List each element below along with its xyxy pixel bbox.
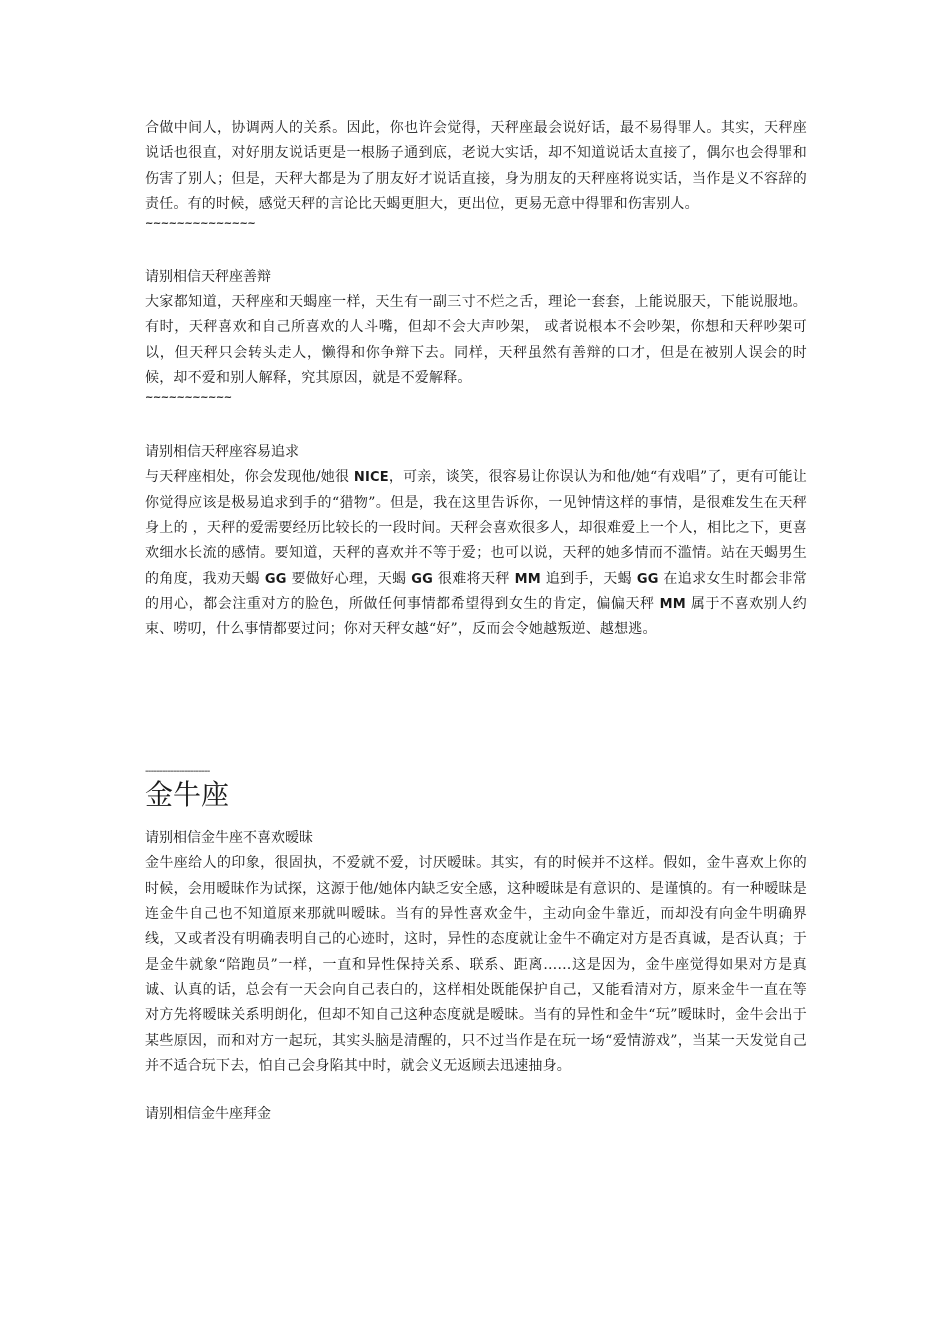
section-title-libra-debate: 请别相信天秤座善辩 xyxy=(145,269,271,286)
taurus-ambiguity-paragraph: 金牛座给人的印象，很固执，不爱就不爱，讨厌暧昧。其实，有的时候并不这样。假如，金牛喜欢上你的时候，会用暧昧作为试探，这源于他/她体内缺乏安全感，这种暧昧是有意识的、是谨慎的。有一种暧昧是连金牛自己也不知道原来那就叫暧昧。当有的异性喜欢金牛，主动向金牛靠近，而却没有向金牛明确界线，又或者没有明确表明自己的心迹时，这时，异性的态度就让金牛不确定对方是否真诚，是否认真；于是金牛就象“陪跑员”一样，一直和异性保持关系、联系、距离……这是因为，金牛座觉得如果对方是真诚、认真的话，总会有一天会向自己表白的，这样相处既能保护自己，又能看清对方，原来金牛一直在等对方先将暧昧关系明朗化，但却不知自己这种态度就是暧昧。当有的异性和金牛“玩”暧昧时，金牛会出于某些原因，而和对方一起玩，其实头脑是清醒的，只不过当作是在玩一场“爱情游戏”，当某一天发觉自己并不适合玩下去，怕自己会身陷其中时，就会义无返顾去迅速抽身。 xyxy=(145,855,807,1074)
document-page xyxy=(145,116,807,1127)
libra-pursuit-paragraph: 与天秤座相处，你会发现他/她很 NICE，可亲，谈笑，很容易让你误认为和他/她“有戏唱”了，更有可能让你觉得应该是极易追求到手的“猎物”。但是，我在这里告诉你，一见钟情这样的事情，是很难发生在天秤身上的 ，天秤的爱需要经历比较长的一段时间。天秤会喜欢很多人，却很难爱上一个人，相比之下，更喜欢细水长流的感情。要知道，天秤的喜欢并不等于爱；也可以说，天秤的她多情而不滥情。站在天蝎男生的角度，我劝天蝎 GG 要做好心理，天蝎 GG 很难将天秤 MM 追到手，天蝎 GG 在追求女生时都会非常的用心，都会注重对方的脸色，所做任何事情都希望得到女生的肯定，偏偏天秤 MM 属于不喜欢别人约束、唠叨，什么事情都要过问；你对天秤女越“好”，反而会令她越叛逆、越想逃。 xyxy=(145,469,808,638)
tilde-divider: ~~~~~~~~~~~ xyxy=(145,392,232,404)
libra-intro-paragraph: 合做中间人，协调两人的关系。因此，你也许会觉得，天秤座最会说好话，最不易得罪人。其实，天秤座说话也很直，对好朋友说话更是一根肠子通到底，老说大实话，却不知道说话太直接了，偶尔也会得罪和伤害了别人；但是，天秤大都是为了朋友好才说话直接，身为朋友的天秤座将说实话，当作是义不容辞的责任。有的时候，感觉天秤的言论比天蝎更胆大，更出位，更易无意中得罪和伤害别人。 xyxy=(145,120,807,212)
section-title-libra-pursuit: 请别相信天秤座容易追求 xyxy=(145,444,299,461)
taurus-title: 金牛座 xyxy=(145,778,230,812)
dash-rule: ----------------------- xyxy=(145,766,210,778)
section-title-taurus-ambiguity: 请别相信金牛座不喜欢暧昧 xyxy=(145,830,313,847)
tilde-divider: ~~~~~~~~~~~~~~ xyxy=(145,218,256,230)
libra-debate-paragraph: 大家都知道，天秤座和天蝎座一样，天生有一副三寸不烂之舌，理论一套套，上能说服天，下能说服地。有时，天秤喜欢和自己所喜欢的人斗嘴，但却不会大声吵架， 或者说根本不会吵架，你想和天秤吵架可以，但天秤只会转头走人，懒得和你争辩下去。同样，天秤虽然有善辩的口才，但是在被别人误会的时候，却不爱和别人解释，究其原因，就是不爱解释。 xyxy=(145,294,807,387)
section-title-taurus-money: 请别相信金牛座拜金 xyxy=(145,1106,271,1123)
